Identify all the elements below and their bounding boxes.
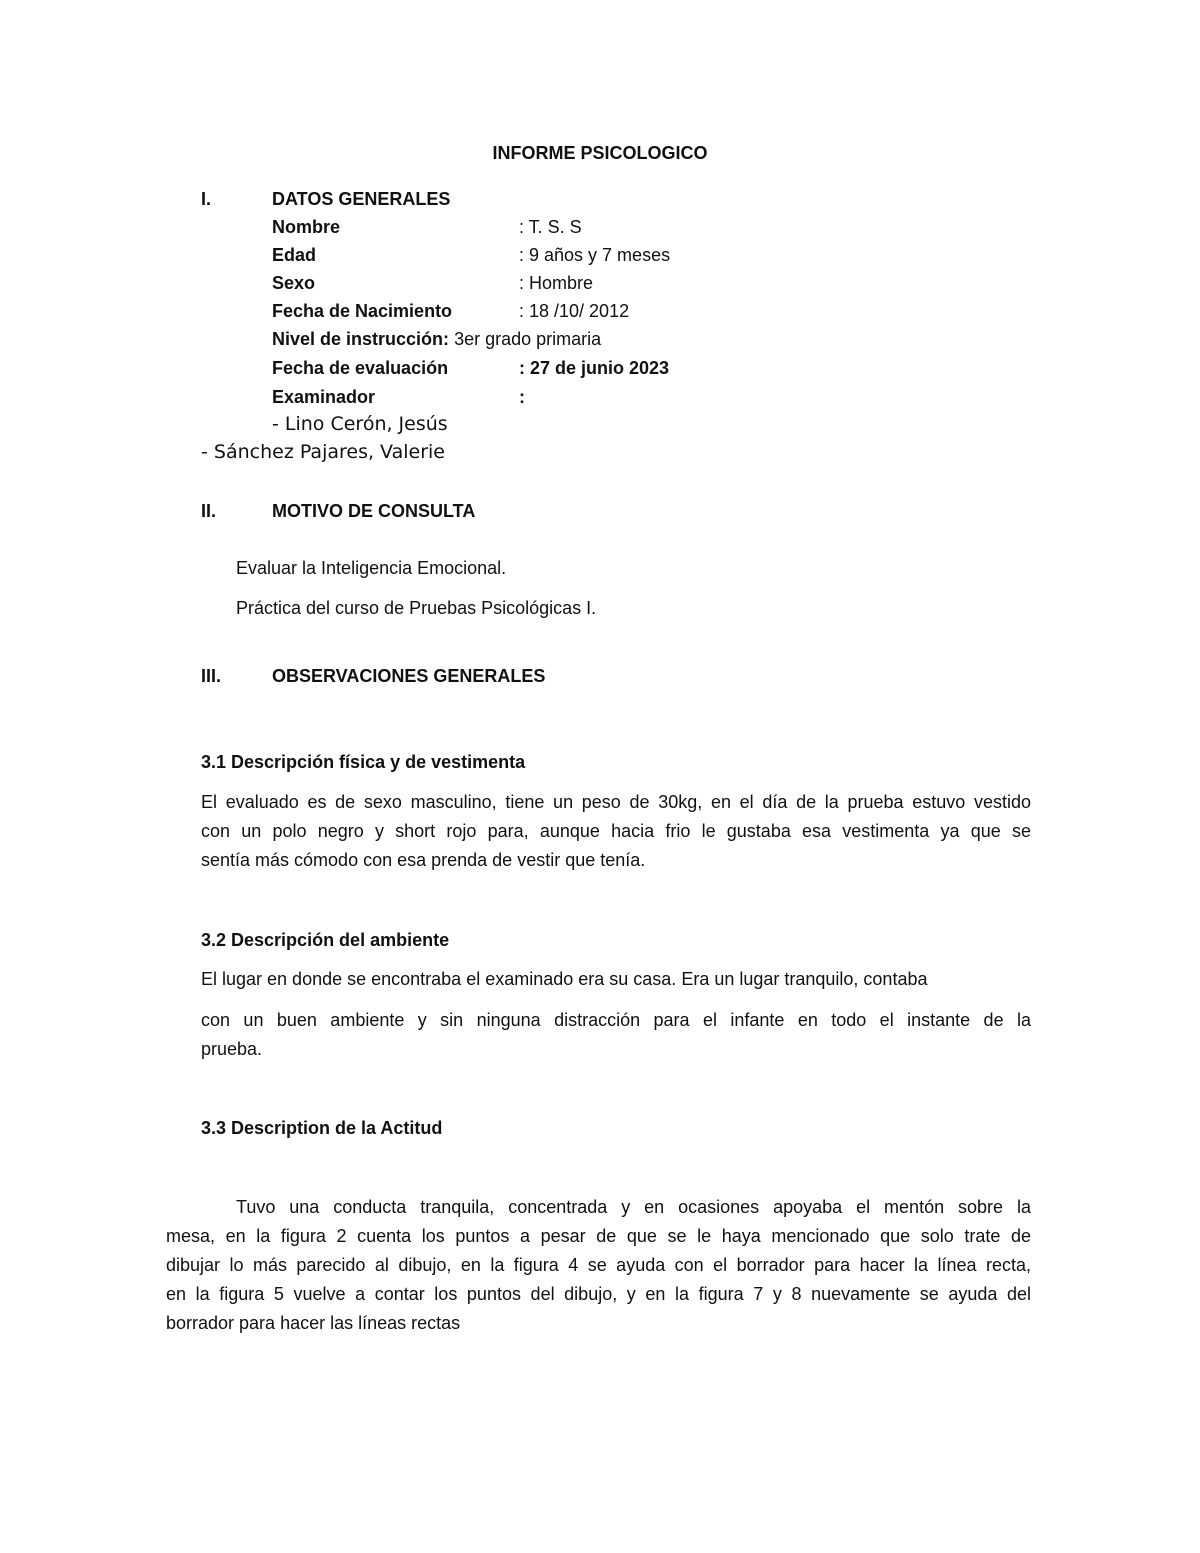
section-1-numeral: I. [201, 189, 212, 209]
field-value-fecha-nacimiento: : 18 /10/ 2012 [519, 301, 630, 321]
motivo-line-2: Práctica del curso de Pruebas Psicológicas I. [236, 598, 597, 618]
field-label-sexo: Sexo [272, 273, 316, 293]
field-label-fecha-evaluacion: Fecha de evaluación [272, 358, 449, 378]
section-2-numeral: II. [201, 501, 217, 521]
field-value-nombre: : T. S. S [519, 217, 582, 237]
subsection-3-2-line: prueba. [201, 1039, 263, 1059]
subsection-3-1-line: con un polo negro y short rojo para, aunque hacia frio le gustaba esa vestimenta ya que se [201, 821, 1031, 841]
field-row-nivel-instruccion [272, 328, 601, 350]
subsection-3-3-line: Tuvo una conducta tranquila, concentrada y en ocasiones apoyaba el mentón sobre la [236, 1197, 1031, 1217]
field-label-edad: Edad [272, 245, 317, 265]
section-2-heading: MOTIVO DE CONSULTA [272, 501, 476, 521]
field-label-fecha-nacimiento: Fecha de Nacimiento [272, 301, 453, 321]
subsection-3-1-line: sentía más cómodo con esa prenda de vestir que tenía. [201, 850, 646, 870]
subsection-3-1-line: El evaluado es de sexo masculino, tiene un peso de 30kg, en el día de la prueba estuvo vestido [201, 792, 1031, 812]
field-value-examinador: : [519, 387, 525, 407]
field-label-nivel-instruccion: Nivel de instrucción: [272, 329, 450, 349]
section-3-numeral: III. [201, 666, 222, 686]
examiner-name-1: - Lino Cerón, Jesús [272, 413, 448, 435]
subsection-3-3-line: dibujar lo más parecido al dibujo, en la figura 4 se ayuda con el borrador para hacer la línea recta, [166, 1255, 1031, 1275]
section-1-heading: DATOS GENERALES [272, 189, 451, 209]
motivo-line-1: Evaluar la Inteligencia Emocional. [236, 558, 507, 578]
subsection-3-3-line: mesa, en la figura 2 cuenta los puntos a pesar de que se le haya mencionado que solo trate de [166, 1226, 1031, 1246]
subsection-3-2-line: con un buen ambiente y sin ninguna distracción para el infante en todo el instante de la [201, 1010, 1031, 1030]
field-label-nombre: Nombre [272, 217, 341, 237]
examiner-name-2: - Sánchez Pajares, Valerie [201, 441, 445, 463]
section-3-heading: OBSERVACIONES GENERALES [272, 666, 546, 686]
field-value-nivel-instruccion: 3er grado primaria [454, 329, 602, 349]
subsection-3-3-line: en la figura 5 vuelve a contar los puntos del dibujo, y en la figura 7 y 8 nuevamente se ayuda del [166, 1284, 1031, 1304]
field-value-fecha-evaluacion: : 27 de junio 2023 [519, 358, 670, 378]
field-value-sexo: : Hombre [519, 273, 594, 293]
subsection-3-1-heading: 3.1 Descripción física y de vestimenta [201, 752, 526, 772]
subsection-3-3-line: borrador para hacer las líneas rectas [166, 1313, 461, 1333]
field-label-examinador: Examinador [272, 387, 376, 407]
document-title: INFORME PSICOLOGICO [492, 143, 708, 163]
subsection-3-2-intro-line: El lugar en donde se encontraba el examinado era su casa. Era un lugar tranquilo, contaba [201, 969, 928, 989]
field-value-edad: : 9 años y 7 meses [519, 245, 671, 265]
subsection-3-3-heading: 3.3 Description de la Actitud [201, 1118, 443, 1138]
subsection-3-2-heading: 3.2 Descripción del ambiente [201, 930, 450, 950]
